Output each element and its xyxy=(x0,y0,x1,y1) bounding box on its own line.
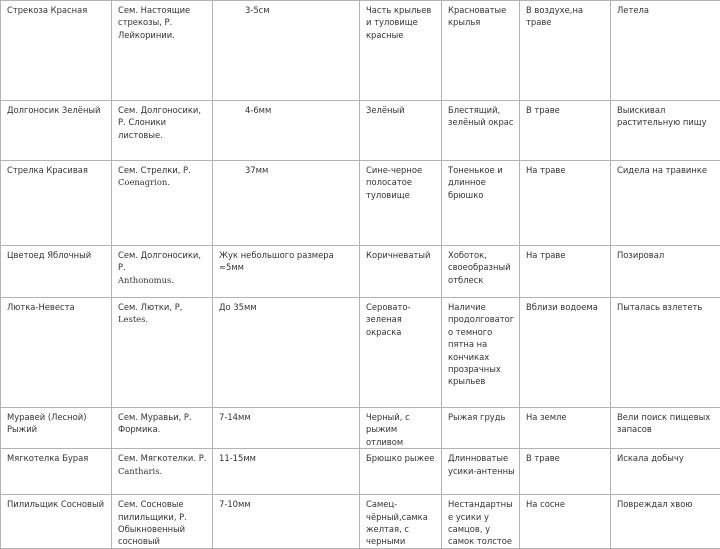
cell-name: Стрелка Красивая xyxy=(1,161,112,246)
cell-place: На сосне xyxy=(520,495,611,549)
cell-name: Муравей (Лесной) Рыжий xyxy=(1,408,112,449)
cell-feature: Наличие продолговатого темного пятна на кончиках прозрачных крыльев xyxy=(442,298,520,408)
cell-color: Сине-черное полосатое туловище xyxy=(360,161,442,246)
cell-place: Вблизи водоема xyxy=(520,298,611,408)
cell-behavior: Летела xyxy=(611,1,720,101)
cell-color: Брюшко рыжее xyxy=(360,449,442,495)
cell-family xyxy=(112,246,213,298)
cell-family xyxy=(112,408,213,449)
cell-name: Долгоносик Зелёный xyxy=(1,101,112,161)
table-row xyxy=(1,495,720,549)
cell-family xyxy=(112,1,213,101)
family-text: Сем. Стрелки, Р. xyxy=(118,165,191,175)
cell-family xyxy=(112,449,213,495)
cell-color: Самец-чёрный,самка желтая, с черными xyxy=(360,495,442,549)
family-latin-text: Cantharis. xyxy=(118,466,162,476)
cell-size: 11-15мм xyxy=(213,449,360,495)
family-latin-text: Lestes. xyxy=(118,314,148,324)
cell-name: Стрекоза Красная xyxy=(1,1,112,101)
cell-size: 7-10мм xyxy=(213,495,360,549)
cell-place: В траве xyxy=(520,101,611,161)
cell-feature: Хоботок, своеобразный отблеск xyxy=(442,246,520,298)
table-row xyxy=(1,449,720,495)
cell-feature: Нестандартные усики у самцов, у самок толстое xyxy=(442,495,520,549)
cell-family xyxy=(112,298,213,408)
cell-feature: Длинноватые усики-антенны xyxy=(442,449,520,495)
family-text: Сем. Долгоносики, Р. Слоники листовые. xyxy=(118,105,201,140)
family-text: Сем. Муравьи, Р. Формика. xyxy=(118,412,192,434)
cell-family xyxy=(112,495,213,549)
cell-behavior: Позировал xyxy=(611,246,720,298)
cell-behavior: Искала добычу xyxy=(611,449,720,495)
cell-name: Мягкотелка Бурая xyxy=(1,449,112,495)
cell-feature: Тоненькое и длинное брюшко xyxy=(442,161,520,246)
cell-place: В траве xyxy=(520,449,611,495)
cell-feature: Красноватые крылья xyxy=(442,1,520,101)
family-text: Сем. Настоящие стрекозы, Р. Лейкоринии. xyxy=(118,5,190,40)
table-row xyxy=(1,101,720,161)
cell-name: Лютка-Невеста xyxy=(1,298,112,408)
table-row xyxy=(1,161,720,246)
cell-size: 3-5см xyxy=(213,1,360,101)
cell-behavior: Вели поиск пищевых запасов xyxy=(611,408,720,449)
cell-place: На траве xyxy=(520,161,611,246)
table-body xyxy=(1,1,720,549)
family-latin-text: Coenagrion. xyxy=(118,177,170,187)
family-text: Сем. Мягкотелки. Р. xyxy=(118,453,206,463)
cell-feature: Рыжая грудь xyxy=(442,408,520,449)
family-text: Сем. Сосновые пилильщики, Р. Обыкновенный сосновый xyxy=(118,499,187,546)
cell-size: До 35мм xyxy=(213,298,360,408)
cell-color: Коричневатый xyxy=(360,246,442,298)
cell-family xyxy=(112,101,213,161)
family-text: Сем. Долгоносики, Р. xyxy=(118,250,201,272)
cell-color: Черный, с рыжим отливом xyxy=(360,408,442,449)
table-row xyxy=(1,246,720,298)
cell-color: Зелёный xyxy=(360,101,442,161)
cell-name: Цветоед Яблочный xyxy=(1,246,112,298)
cell-behavior: Пыталась взлететь xyxy=(611,298,720,408)
cell-size: Жук небольшого размера ≈5мм xyxy=(213,246,360,298)
cell-color: Часть крыльев и туловище красные xyxy=(360,1,442,101)
cell-behavior: Выискивал растительную пищу xyxy=(611,101,720,161)
cell-size: 4-6мм xyxy=(213,101,360,161)
cell-feature: Блестящий, зелёный окрас xyxy=(442,101,520,161)
cell-name: Пилильщик Сосновый xyxy=(1,495,112,549)
cell-place: На земле xyxy=(520,408,611,449)
cell-place: На траве xyxy=(520,246,611,298)
table-row xyxy=(1,298,720,408)
table-row xyxy=(1,1,720,101)
cell-family xyxy=(112,161,213,246)
family-text: Сем. Лютки, Р, xyxy=(118,302,182,312)
cell-place: В воздухе,на траве xyxy=(520,1,611,101)
cell-size: 37мм xyxy=(213,161,360,246)
cell-size: 7-14мм xyxy=(213,408,360,449)
cell-color: Серовато-зеленая окраска xyxy=(360,298,442,408)
family-latin-text: Anthonomus. xyxy=(118,275,174,285)
cell-behavior: Повреждал хвою xyxy=(611,495,720,549)
table-row xyxy=(1,408,720,449)
cell-behavior: Сидела на травинке xyxy=(611,161,720,246)
